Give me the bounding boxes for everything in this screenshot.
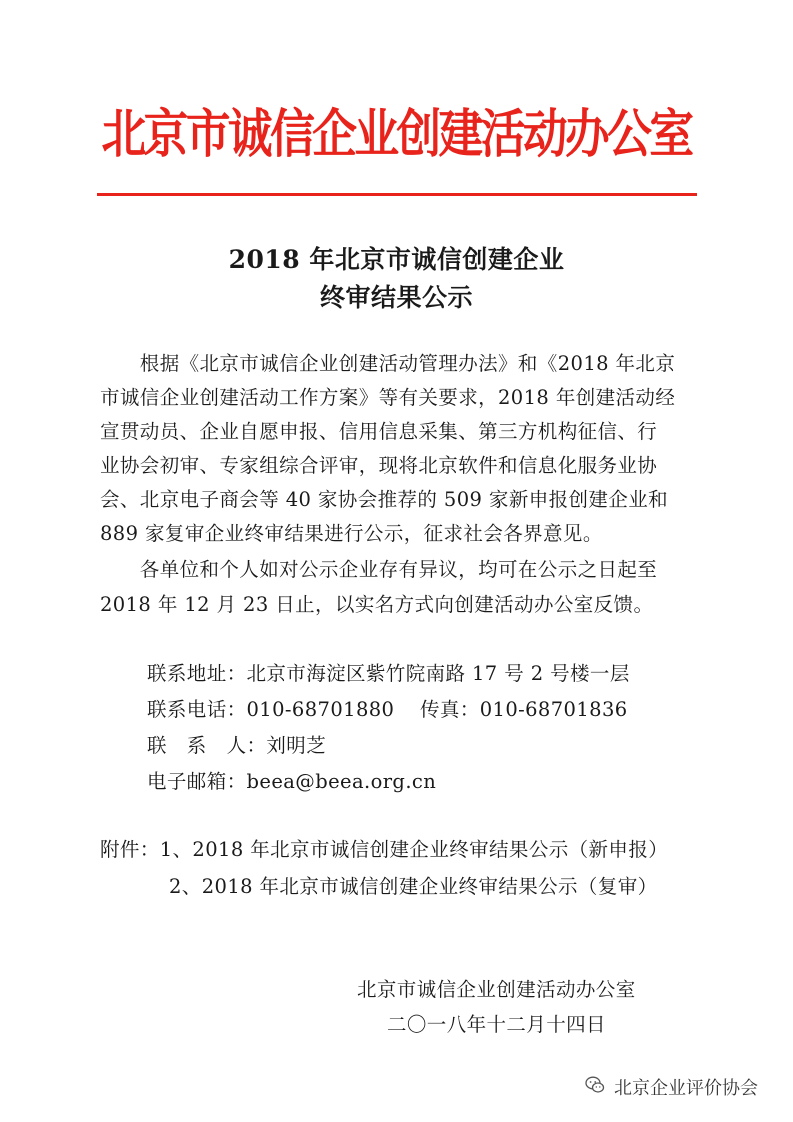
header-red-rule xyxy=(97,193,697,196)
wechat-icon xyxy=(585,1075,605,1095)
contact-address: 联系地址：北京市海淀区紫竹院南路 17 号 2 号楼一层 xyxy=(147,662,630,685)
signature-org: 北京市诚信企业创建活动办公室 xyxy=(357,978,636,1001)
body-line: 889 家复审企业终审结果进行公示，征求社会各界意见。 xyxy=(100,522,603,545)
body-line: 宣贯动员、企业自愿申报、信用信息采集、第三方机构征信、行 xyxy=(100,420,658,443)
signature-date: 二〇一八年十二月十四日 xyxy=(387,1013,606,1036)
body-line: 各单位和个人如对公示企业存有异议，均可在公示之日起至 xyxy=(100,558,658,581)
contact-person: 联 系 人：刘明芝 xyxy=(147,734,327,757)
body-line: 会、北京电子商会等 40 家协会推荐的 509 家新申报创建企业和 xyxy=(100,488,669,511)
body-line: 根据《北京市诚信企业创建活动管理办法》和《2018 年北京 xyxy=(100,352,676,375)
body-line: 业协会初审、专家组综合评审，现将北京软件和信息化服务业协 xyxy=(100,454,658,477)
document-title-line-2: 终审结果公示 xyxy=(319,283,473,312)
contact-email: 电子邮箱：beea@beea.org.cn xyxy=(147,770,437,793)
body-line: 市诚信企业创建活动工作方案》等有关要求，2018 年创建活动经 xyxy=(100,386,676,409)
contact-fax: 传真：010-68701836 xyxy=(420,698,628,721)
attachment-line-1: 附件：1、2018 年北京市诚信创建企业终审结果公示（新申报） xyxy=(100,838,669,861)
header-org-title: 北京市诚信企业创建活动办公室 xyxy=(101,105,692,165)
body-line: 2018 年 12 月 23 日止，以实名方式向创建活动办公室反馈。 xyxy=(100,593,654,616)
contact-phone: 联系电话：010-68701880 xyxy=(147,698,395,721)
attachment-line-2: 2、2018 年北京市诚信创建企业终审结果公示（复审） xyxy=(169,875,658,898)
footer-account-name: 北京企业评价协会 xyxy=(614,1078,758,1099)
document-title-line-1: 2018 年北京市诚信创建企业 xyxy=(228,245,565,274)
